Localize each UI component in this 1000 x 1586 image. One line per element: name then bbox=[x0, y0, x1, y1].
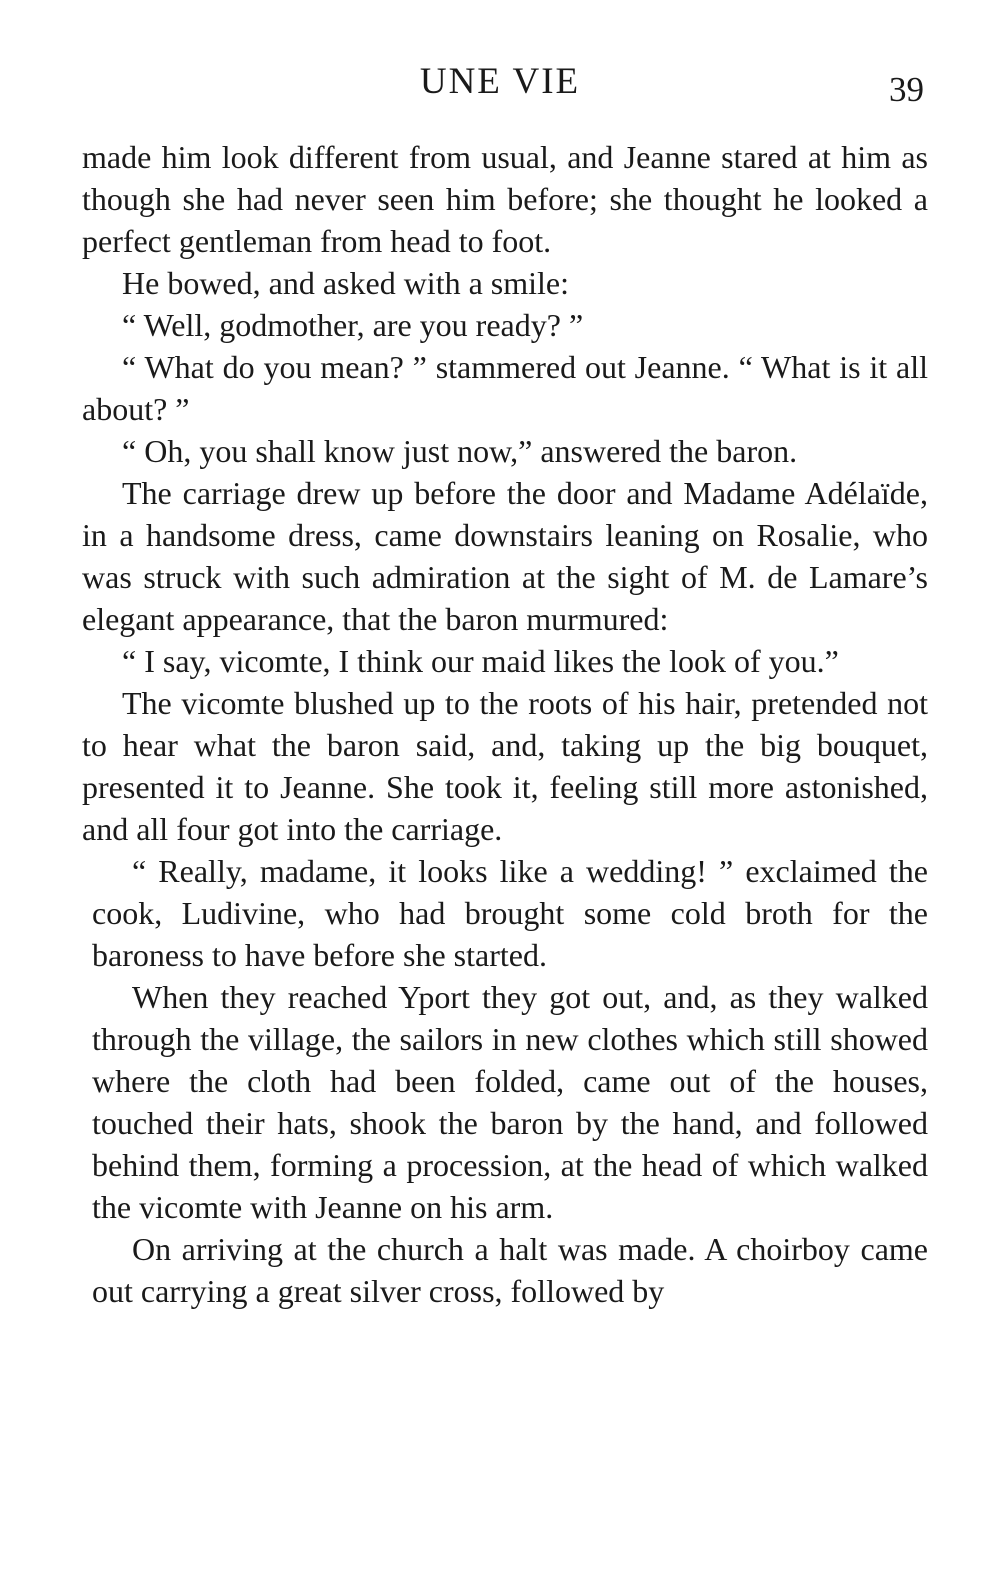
running-title: UNE VIE bbox=[419, 61, 581, 102]
paragraph: “ Really, madame, it looks like a wedding! ” exclaimed the cook, Ludivine, who had brought some cold broth for the baroness to have before she started. bbox=[92, 853, 928, 973]
paragraph: “ What do you mean? ” stammered out Jeanne. “ What is it all about? ” bbox=[82, 349, 928, 427]
paragraph: “ Oh, you shall know just now,” answered the baron. bbox=[122, 433, 798, 469]
paragraph: When they reached Yport they got out, and, as they walked through the village, the sailors in new clothes which still showed where the cloth had been folded, came out of the houses, touched their hats, shook the baron by the hand, and followed behind them, forming a procession, at the head of which walked the vicomte with Jeanne on his arm. bbox=[92, 979, 928, 1225]
paragraph: made him look different from usual, and Jeanne stared at him as though she had never seen him before; she thought he looked a perfect gentleman from head to foot. bbox=[82, 139, 928, 259]
paragraph: “ Well, godmother, are you ready? ” bbox=[122, 307, 584, 343]
running-head bbox=[0, 60, 1000, 110]
paragraph: He bowed, and asked with a smile: bbox=[122, 265, 569, 301]
paragraph: The vicomte blushed up to the roots of his hair, pretended not to hear what the baron said, and, taking up the big bouquet, presented it to Jeanne. She took it, feeling still more astonished, and all four got into the carriage. bbox=[82, 685, 928, 847]
paragraph: “ I say, vicomte, I think our maid likes the look of you.” bbox=[122, 643, 839, 679]
paragraph: On arriving at the church a halt was made. A choirboy came out carrying a great silver cross, followed by bbox=[92, 1231, 928, 1309]
body-text bbox=[82, 136, 928, 1312]
page-number: 39 bbox=[889, 70, 924, 109]
paragraph: The carriage drew up before the door and Madame Adélaïde, in a handsome dress, came downstairs leaning on Rosalie, who was struck with such admiration at the sight of M. de Lamare’s elegant appearance, that the baron murmured: bbox=[82, 475, 928, 637]
